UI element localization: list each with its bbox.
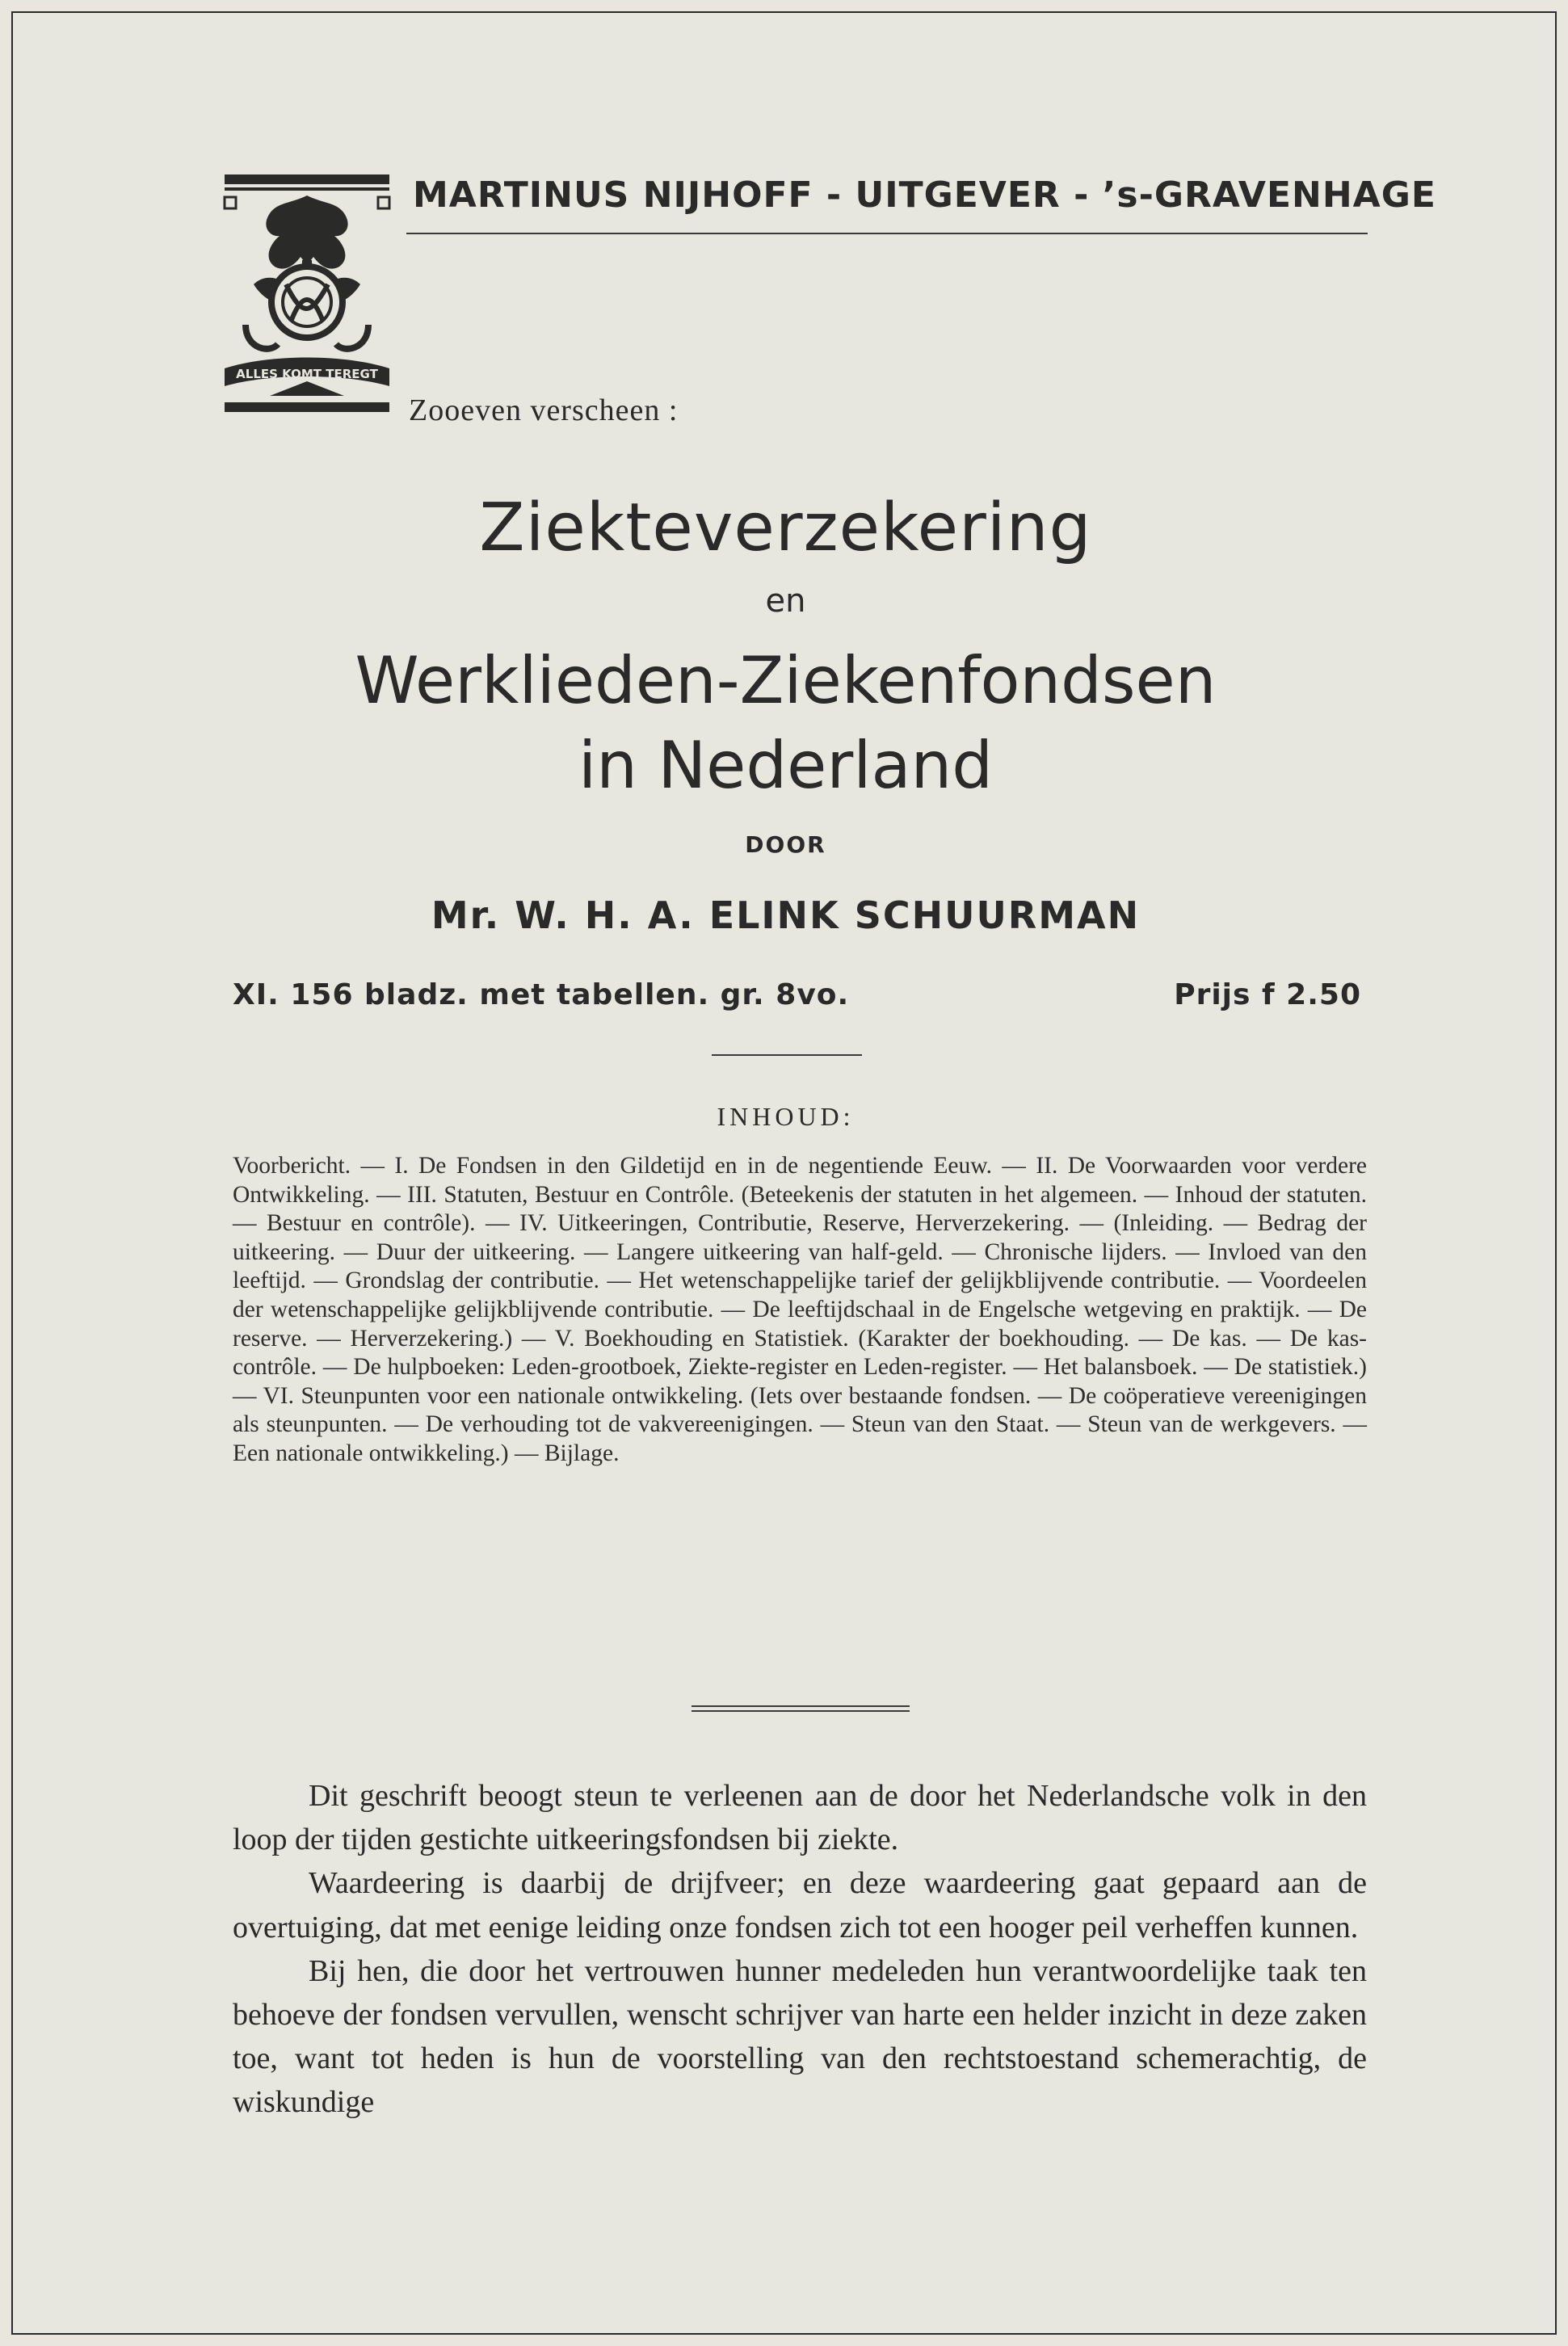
divider-double xyxy=(692,1705,910,1712)
publisher-rule xyxy=(406,233,1368,234)
body-paragraph-3: Bij hen, die door het vertrouwen hunner medeleden hun verantwoordelijke taak ten behoeve der fondsen vervullen, wenscht schrijver van harte een helder inzicht in deze zaken toe, want tot heden is hun de voorstelling van den rechtstoestand schemerachtig, de wiskundige xyxy=(233,1953,1367,2120)
book-title-line1: Ziekteverzekering xyxy=(479,490,1092,566)
body-text xyxy=(233,1774,1367,2125)
book-title-line3: in Nederland xyxy=(578,728,994,803)
book-title-connector: en xyxy=(765,582,806,620)
contents-text: Voorbericht. — I. De Fondsen in den Gildetijd en in de negentiende Eeuw. — II. De Voorwaarden voor verdere Ontwikkeling. — III. Statuten, Bestuur en Contrôle. (Beteekenis der statuten in het algemeen. — Inhoud der statuten. — Bestuur en contrôle). — IV. Uitkeeringen, Contributie, Reserve, Herverzekering. — (Inleiding. — Bedrag der uitkeering. — Duur der uitkeering. — Langere uitkeering van half-geld. — Chronische lijders. — Invloed van den leeftijd. — Grondslag der contributie. — Het wetenschappelijke tarief der gelijkblijvende contributie. — Voordeelen der wetenschappelijke gelijkblijvende contributie. — De leeftijdschaal in de Engelsche wetgeving en praktijk. — De reserve. — Herverzekering.) — V. Boekhouding en Statistiek. (Karakter der boekhouding. — De kas. — De kas-contrôle. — De hulpboeken: Leden-grootboek, Ziekte-register en Leden-register. — Het balansboek. — De statistiek.) — VI. Steunpunten voor een nationale ontwikkeling. (Iets over bestaande fondsen. — De coöperatieve vereenigingen als steunpunten. — De verhouding tot de vakvereenigingen. — Steun van den Staat. — Steun van de werkgevers. — Een nationale ontwikkeling.) — Bijlage. xyxy=(233,1153,1367,1466)
body-paragraph-1: Dit geschrift beoogt steun te verleenen aan de door het Nederlandsche volk in den loop der tijden gestichte uitkeeringsfondsen bij ziekte. xyxy=(233,1779,1367,1857)
publisher-name: MARTINUS NIJHOFF - UITGEVER - ’s-GRAVENHAGE xyxy=(413,174,1436,216)
logo-motto: ALLES KOMT TEREGT xyxy=(236,367,378,381)
by-label: DOOR xyxy=(745,831,826,858)
intro-text: Zooeven verscheen : xyxy=(409,393,679,427)
book-title-line2: Werklieden-Ziekenfondsen xyxy=(355,643,1217,718)
publisher-logo-icon xyxy=(221,163,393,422)
book-specs: XI. 156 bladz. met tabellen. gr. 8vo. xyxy=(233,978,850,1011)
book-price: Prijs f 2.50 xyxy=(1174,978,1361,1011)
body-paragraph-2: Waardeering is daarbij de drijfveer; en deze waardeering gaat gepaard aan de overtuiging, dat met eenige leiding onze fondsen zich tot een hooger peil verheffen kunnen. xyxy=(233,1866,1367,1944)
divider-short xyxy=(712,1054,862,1056)
contents-heading: INHOUD: xyxy=(717,1102,855,1131)
author-name: Mr. W. H. A. ELINK SCHUURMAN xyxy=(431,893,1141,937)
document-page xyxy=(11,11,1557,2335)
